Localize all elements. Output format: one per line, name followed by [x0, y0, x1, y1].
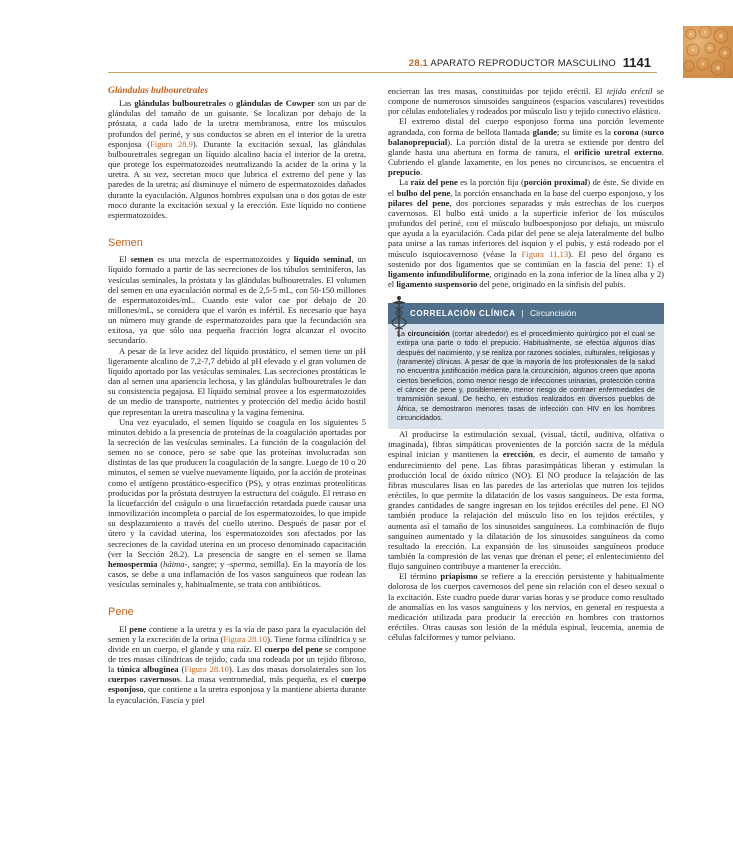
- figure-reference: Figura 28.10: [223, 633, 268, 644]
- paragraph-semen-2: [108, 346, 366, 417]
- section-gap: [108, 220, 366, 238]
- bold-term: líquido seminal: [293, 254, 352, 265]
- running-head: [409, 58, 616, 69]
- italic-term: tejido eréctil: [606, 86, 653, 96]
- text-run: La: [397, 330, 408, 339]
- text-run: ). Las dos masas dorsolaterales son los: [228, 664, 367, 675]
- text-run: (: [157, 558, 164, 569]
- text-run: se compone de numerosos sinusoides sanguíneos (espacios vasculares) revestidos por células endoteliales y rodeados por músculo liso y tejido conectivo elástico.: [388, 86, 664, 117]
- section-number: 28.1: [408, 58, 429, 69]
- subheading-bulbouretrales: Glándulas bulbouretrales: [108, 86, 209, 96]
- header-rule: [108, 72, 657, 73]
- text-run: contiene a la uretra y es la vía de paso para la eyaculación del semen y la excreción de la orina (: [108, 623, 366, 644]
- bold-term: semen: [130, 254, 154, 265]
- clinical-correlation-box: [388, 303, 664, 429]
- text-run: , dos porciones separadas y más estrechas de los cuerpos cavernosos. El bulbo está unido a la superficie inferior de los músculos profundos del periné, con el músculo bulboesponjoso por debajo, un músculo que ayuda a la eyaculación. Cada pilar del pene se aleja lateralmente del bulbo para unirse a las ramas inferiores del isquion y el pubis, y está rodeado por el músculo isquiocavernoso (véase la: [388, 197, 665, 259]
- bold-term: glándulas de Cowper: [236, 98, 315, 109]
- bold-term: corona: [613, 126, 639, 137]
- bold-term: hemospermia: [108, 558, 158, 569]
- bold-term: cuerpo del pene: [264, 643, 323, 654]
- paragraph-semen-3: [108, 417, 366, 590]
- paragraph-pene-continued: [388, 86, 664, 116]
- italic-term: -sperma: [227, 558, 256, 569]
- clinical-box-header: [388, 303, 664, 324]
- text-run: El término: [399, 571, 441, 582]
- bold-term: pilares del pene: [388, 197, 450, 208]
- text-run: (cortar alrededor) es el procedimiento quirúrgico por el cual se extirpa una parte o todo el prepucio. Habitualmente, se efectúa algunos días después del nacimiento, y se realiza por razones sociales, culturales, religiosas y (raramente) clínicas. A pesar de que la mayoría de los profesionales de la salud no encuentra justificación médica para la circuncisión, algunos creen que aporta ciertos beneficios, como menor riesgo de infecciones urinarias, protección contra el cáncer de pene y, posiblemente, menor riesgo de contraer enfermedades de transmisión sexual. De hecho, en estudios realizados en diversos pueblos de África, se demostraron menores tasas de infección con HIV en los hombres circuncidados.: [397, 330, 655, 422]
- bold-term: cuerpos cavernosos: [108, 674, 180, 685]
- right-column: [388, 86, 664, 642]
- text-run: son un par de glándulas del tamaño de un guisante. Se localizan por debajo de la próstata, a cada lado de la uretra membranosa, entre los músculos profundos del periné, y sus conductos se abren en el interior de la uretra esponjosa (: [108, 98, 366, 149]
- text-run: se compone de tres masas cilíndricas de tejido, cada una rodeada por un tejido fibroso, la: [108, 643, 366, 675]
- bold-term: circuncisión: [407, 330, 450, 339]
- text-run: ; su límite es la: [556, 126, 614, 137]
- section-title: APARATO REPRODUCTOR MASCULINO: [430, 58, 616, 69]
- text-run: El extremo distal del cuerpo esponjoso forma una porción levemente agrandada, con forma de bellota llamada: [388, 116, 664, 137]
- text-run: o: [225, 98, 237, 109]
- paragraph-priapismo: [388, 571, 664, 642]
- corner-texture-image: [683, 26, 733, 78]
- bold-term: cuerpo esponjoso: [108, 674, 366, 695]
- text-run: A pesar de la leve acidez del líquido prostático, el semen tiene un pH ligeramente alcalino de 7,2-7,7 debido al pH elevado y el gran volumen de líquido aportado por las vesículas seminales. Las secreciones prostáticas le dan al semen una apariencia lechosa, y las glándulas bulbouretrales le dan su consistencia pegajosa. El líquido seminal provee a los espermatozoides de un medio de transporte, nutrientes y protección del medio ácido hostil que representan la uretra masculina y la vagina femenina.: [108, 345, 366, 417]
- text-run: del pene, originado en la sínfisis del pubis.: [477, 278, 626, 289]
- italic-term: háima-: [163, 558, 188, 569]
- text-run: , sangre; y: [187, 558, 228, 569]
- bold-term: porción proximal: [523, 177, 588, 188]
- bold-term: prepucio: [388, 167, 421, 178]
- bold-term: glándulas bulbouretrales: [134, 98, 226, 109]
- left-column: [108, 86, 366, 705]
- heading-pene: Pene: [108, 606, 134, 619]
- text-run: es la porción fija (: [457, 177, 524, 188]
- bold-term: raíz del pene: [410, 177, 458, 188]
- clinical-label: CORRELACIÓN CLÍNICA: [410, 309, 516, 319]
- clinical-title: Circuncisión: [529, 308, 577, 319]
- bold-term: orificio uretral externo: [574, 146, 662, 157]
- bold-term: ligamento infundibuliforme: [388, 268, 490, 279]
- text-run: (: [178, 664, 185, 675]
- text-run: ). La porción distal de la uretra se extiende por dentro del glande hasta una abertura en forma de ranura, el: [388, 136, 664, 157]
- text-run: , la porción ensanchada en la base del cuerpo esponjoso, y los: [450, 187, 664, 198]
- paragraph-glande: [388, 116, 664, 177]
- text-run: , originado en la zona inferior de la línea alba y 2) el: [388, 268, 664, 289]
- heading-semen: Semen: [108, 237, 143, 250]
- clinical-box-body: [388, 324, 664, 429]
- text-run: se refiere a la erección persistente y habitualmente dolorosa de los cuerpos cavernosos del pene sin relación con el deseo sexual o la excitación. Este cuadro puede durar varias horas y se produce como resultado de anomalías en los vasos sanguíneos y los nervios, en general en respuesta a medicación utilizada para producir la erección en hombres con trastornos eréctiles. Otras causas son lesión de la médula espinal, leucemia, anemia de células falciformes y tumor pelviano.: [388, 571, 664, 643]
- bold-term: bulbo del pene: [396, 187, 451, 198]
- page-number: 1141: [622, 55, 651, 70]
- text-run: encierran las tres masas, constituidas por tejido eréctil. El: [388, 86, 607, 96]
- clinical-separator: |: [521, 309, 525, 319]
- section-gap: [108, 589, 366, 607]
- text-run: (: [638, 126, 645, 137]
- text-run: ) de éste. Se divide en el: [388, 177, 664, 198]
- text-run: ). Durante la excitación sexual, las glándulas bulbouretrales segregan un líquido alcalino hacia el interior de la uretra, que protege los espermatozoides neutralizando la acidez de la orina y la uretra. A su vez, secretan moco que lubrica el extremo del pene y las paredes de la uretra; así disminuye el número de espermatozoides dañados durante la eyaculación. Algunos hombres expulsan una o dos gotas de este moco durante la excitación sexual y la erección. Este líquido no contiene espermatozoides.: [108, 138, 366, 220]
- caduceus-icon: [390, 295, 408, 339]
- text-run: , que contiene a la uretra esponjosa y la mantiene abierta durante la eyaculación. Fascia y piel: [108, 684, 366, 705]
- bold-term: surco balanoprepucial: [388, 126, 664, 147]
- bold-term: glande: [532, 126, 557, 137]
- figure-reference: Figura 28.10: [184, 664, 229, 675]
- text-run: , un líquido formado a partir de las secreciones de los túbulos seminíferos, las vesículas seminales, la próstata y las glándulas bulbouretrales. El volumen del semen en una eyaculación normal es de 2,5-5 mL, con 50-150 millones de espermatozoides/mL. Cuando este valor cae por debajo de 20 millones/mL, se considera que el varón es infértil. Es necesario que haya un número muy grande de espermatozoides para que la fecundación sea exitosa, ya que sólo una pequeña fracción logra alcanzar el ovocito secundario.: [108, 254, 367, 346]
- bold-term: priapismo: [440, 571, 478, 582]
- text-run: Al producirse la estimulación sexual, (visual, táctil, auditiva, olfativa o imaginada), fibras simpáticas provenientes de la porción sacra de la médula espinal inician y mantienen la: [388, 429, 664, 460]
- text-run: , es decir, el aumento de tamaño y endurecimiento del pene. Las fibras parasimpáticas liberan y estimulan la producción local de óxido nítrico (NO). El NO produce la relajación de las fibras musculares lisas en las paredes de las arteriolas que nutren los tejidos eréctiles, lo que permite la dilatación de los vasos sanguíneos. De esta forma, grandes cantidades de sangre ingresan en los tejidos eréctiles del pene. El NO también produce la relajación del músculo liso en los tejidos eréctiles, y aumenta así el tamaño de los sinusoides sanguíneos. La combinación de flujo sanguíneo aumentado y la dilatación de los sinusoides sanguíneos da como resultado la erección. La expansión de los sinusoides sanguíneos produce también la compresión de las venas que drenan el pene; el enlentecimiento del flujo sanguíneo contribuye a mantener la erección.: [388, 449, 664, 572]
- bold-term: pene: [129, 623, 147, 634]
- figure-reference: Figura 28.9: [150, 138, 193, 149]
- paragraph-bulbouretrales: [108, 98, 366, 220]
- paragraph-semen-1: [108, 254, 366, 345]
- text-run: . La masa ventromedial, más pequeña, es el: [179, 674, 341, 685]
- text-run: , semilla). En la mayoría de los casos, se debe a una inflamación de los vasos sanguíneos que rodean las vesículas seminales y, habitualmente, se trata con antibióticos.: [108, 558, 366, 590]
- text-run: . Cubriendo el glande laxamente, en los penes no circuncisos, se encuentra el: [388, 146, 664, 168]
- text-run: Las: [119, 98, 135, 109]
- paragraph-raiz: [388, 177, 664, 289]
- text-run: es una mezcla de espermatozoides y: [153, 254, 294, 265]
- bold-term: erección: [502, 449, 533, 460]
- paragraph-pene-1: [108, 624, 366, 705]
- paragraph-estimulacion: [388, 429, 664, 571]
- figure-reference: Figura 11.13: [521, 248, 569, 259]
- text-run: La: [399, 177, 411, 188]
- text-run: .: [420, 167, 423, 178]
- text-run: El: [119, 623, 130, 634]
- text-run: Una vez eyaculado, el semen líquido se coagula en los siguientes 5 minutos debido a la presencia de proteínas de la coagulación aportadas por la secreción de las vesículas seminales. La función de la coagulación del semen no se conoce, pero se sabe que las proteínas involucradas son distintas de las que producen la coagulación de la sangre. Luego de 10 o 20 minutos, el semen se vuelve nuevamente líquido, por la acción de proteínas como el antígeno prostático-específico (PS), y otras enzimas proteolíticas producidas por la próstata destruyen la estructura del coágulo. El retraso en la licuefacción del coágulo o una licuefacción retardada puede causar una inmovilización incompleta o parcial de los espermatozoides, lo que impide su desplazamiento a través del cuello uterino. Después de pasar por el útero y la cavidad uterina, los espermatozoides son afectados por las secreciones de la cavidad uterina en un proceso denominado capacitación (ver la Sección 28.2). La presencia de sangre en el semen se llama: [108, 416, 366, 559]
- cell-pattern-icon: [683, 26, 733, 78]
- text-run: ). El peso del órgano es sostenido por dos ligamentos que se continúan en la fascia del pene: 1) el: [388, 248, 664, 269]
- bold-term: ligamento suspensorio: [396, 278, 478, 289]
- text-run: El: [119, 254, 131, 265]
- text-run: ). Tiene forma cilíndrica y se divide en un cuerpo, el glande y una raíz. El: [108, 633, 366, 654]
- bold-term: túnica albugínea: [117, 664, 179, 675]
- page-header: [0, 55, 733, 75]
